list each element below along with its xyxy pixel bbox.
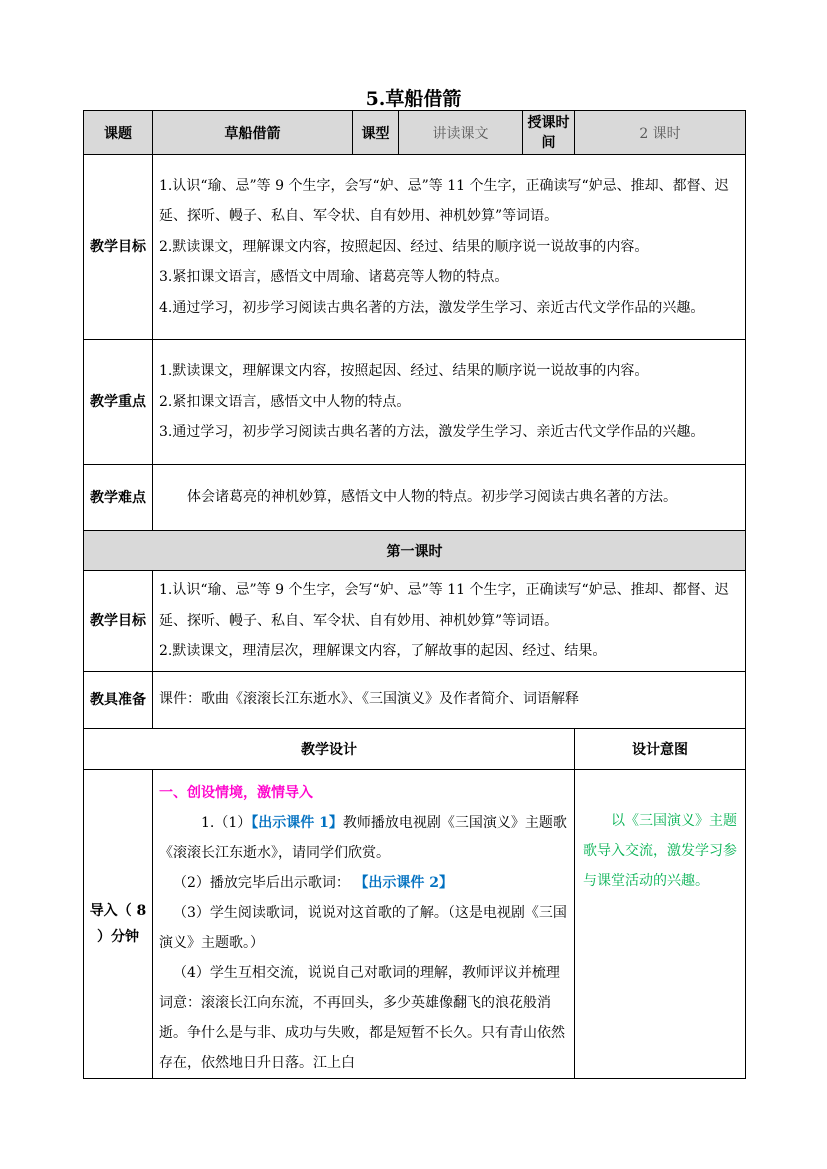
- prep-content: 课件：歌曲《滚滚长江东逝水》、《三国演义》及作者简介、词语解释: [153, 671, 746, 728]
- period-goals-row: [84, 571, 746, 672]
- design-heading: 教学设计: [84, 728, 575, 769]
- header-row: [84, 111, 746, 155]
- step-2-text: （2）播放完毕后出示歌词：: [173, 874, 350, 891]
- key-points-label: 教学重点: [84, 340, 153, 465]
- difficulties-row: [84, 465, 746, 531]
- section-title: 一、创设情境，激情导入: [159, 784, 313, 801]
- difficulties-text: 体会诸葛亮的神机妙算，感悟文中人物的特点。初步学习阅读古典名著的方法。: [187, 489, 677, 506]
- step-1-text: 教师播放电视剧《三国演义》主题歌《滚滚长江东逝水》，请同学们欣赏。: [159, 814, 567, 861]
- period-goal-item: 2.默读课文，理清层次，理解课文内容，了解故事的起因、经过、结果。: [159, 643, 607, 659]
- goal-item: 2.默读课文，理解课文内容，按照起因、经过、结果的顺序说一说故事的内容。: [159, 238, 649, 255]
- period-heading-row: [84, 531, 746, 571]
- courseware-1: 【出示课件 1】: [251, 814, 343, 831]
- time-label: 授课时间: [523, 111, 575, 155]
- goal-item: 4.通过学习，初步学习阅读古典名著的方法，激发学生学习、亲近古代文学作品的兴趣。: [159, 299, 705, 316]
- step-1-prefix: 1.（1）: [201, 814, 252, 831]
- key-point-item: 3.通过学习，初步学习阅读古典名著的方法，激发学生学习、亲近古代文学作品的兴趣。: [159, 424, 705, 441]
- goal-item: 1.认识“瑜、忌”等 9 个生字，会写“妒、忌”等 11 个生字，正确读写“妒忌、推却、都督、迟延、探听、幔子、私自、军令状、自有妙用、神机妙算”等词语。: [159, 177, 729, 225]
- phase-label: 导入（ 8 ）分钟: [84, 769, 153, 1078]
- key-point-item: 2.紧扣课文语言，感悟文中人物的特点。: [159, 393, 411, 410]
- type-value: 讲读课文: [399, 111, 523, 155]
- step-2: [159, 868, 570, 898]
- difficulties-label: 教学难点: [84, 465, 153, 531]
- difficulties-content: [153, 465, 746, 531]
- type-label: 课型: [353, 111, 399, 155]
- topic-label: 课题: [84, 111, 153, 155]
- intent-content: [575, 769, 746, 1078]
- period-goals-content: [153, 571, 746, 672]
- period-goal-item: 1.认识“瑜、忌”等 9 个生字，会写“妒、忌”等 11 个生字，正确读写“妒忌、推却、都督、迟延、探听、幔子、私自、军令状、自有妙用、神机妙算”等词语。: [159, 582, 729, 629]
- intent-heading: 设计意图: [575, 728, 746, 769]
- key-point-item: 1.默读课文，理解课文内容，按照起因、经过、结果的顺序说一说故事的内容。: [159, 363, 649, 380]
- step-1: [159, 808, 570, 868]
- key-points-row: [84, 340, 746, 465]
- design-content: [153, 769, 575, 1078]
- intent-text: 以《三国演义》主题歌导入交流，激发学习参与课堂活动的兴趣。: [583, 812, 737, 889]
- goals-row: [84, 155, 746, 340]
- design-heading-row: [84, 728, 746, 769]
- courseware-2: 【出示课件 2】: [354, 874, 453, 891]
- step-3: （3）学生阅读歌词，说说对这首歌的了解。（这是电视剧《三国演义》主题歌。）: [159, 904, 567, 951]
- period-goals-label: 教学目标: [84, 571, 153, 672]
- goals-content: [153, 155, 746, 340]
- key-points-content: [153, 340, 746, 465]
- design-body-row: [84, 769, 746, 1078]
- lesson-plan-table: [83, 110, 746, 1079]
- step-4: （4）学生互相交流，说说自己对歌词的理解，教师评议并梳理词意：滚滚长江向东流，不再回头，多少英雄像翻飞的浪花般消逝。争什么是与非、成功与失败，都是短暂不长久。只有青山依然存在，依然地日升日落。江上白: [159, 964, 565, 1071]
- goal-item: 3.紧扣课文语言，感悟文中周瑜、诸葛亮等人物的特点。: [159, 269, 509, 286]
- lesson-title: 5.草船借箭: [365, 88, 462, 110]
- goals-label: 教学目标: [84, 155, 153, 340]
- period-heading: 第一课时: [84, 531, 746, 571]
- prep-label: 教具准备: [84, 671, 153, 728]
- time-value: 2 课时: [575, 111, 746, 155]
- topic-value: 草船借箭: [153, 111, 353, 155]
- prep-row: [84, 671, 746, 728]
